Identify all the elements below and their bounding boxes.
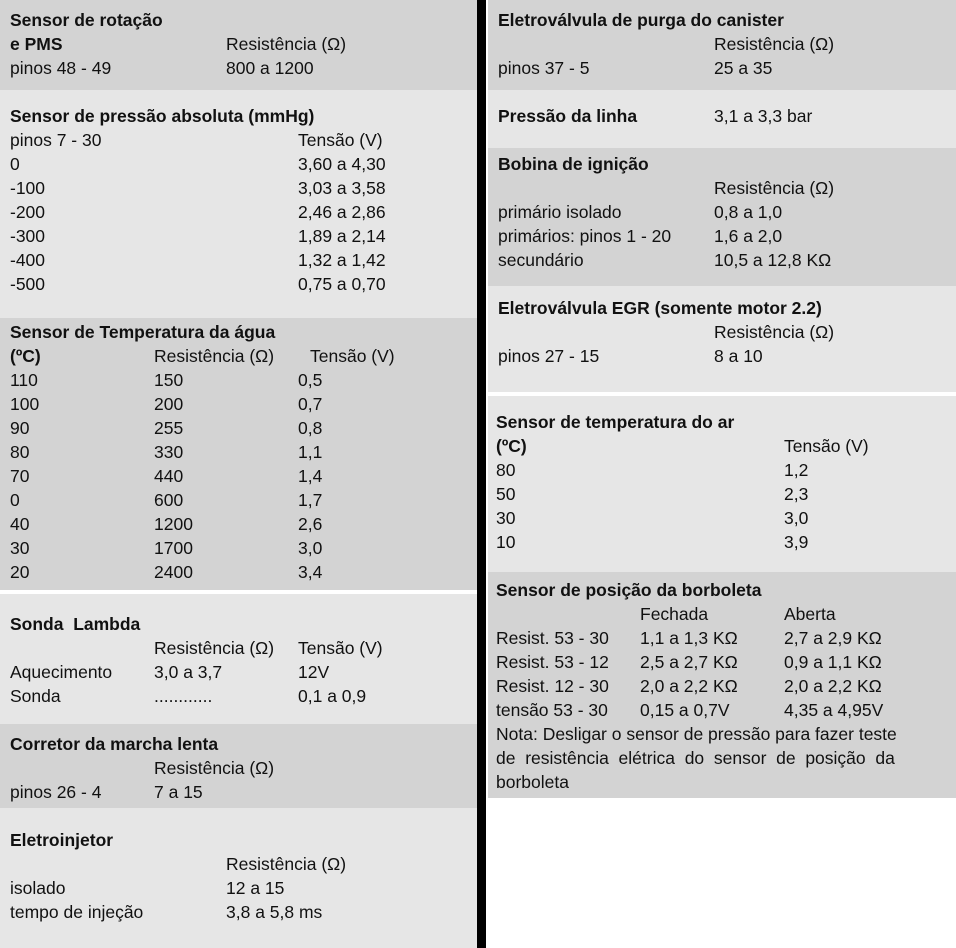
row-label: primários: pinos 1 - 20 [498, 226, 672, 246]
table-cell: 2,7 a 2,9 KΩ [784, 628, 882, 648]
table-cell: 80 [496, 460, 516, 480]
table-cell: 2,0 a 2,2 KΩ [640, 676, 738, 696]
table-cell: 1,1 a 1,3 KΩ [640, 628, 738, 648]
row-label: Aquecimento [10, 662, 113, 682]
section-title: Sensor de posição da borboleta [496, 580, 762, 600]
column-header: (ºC) [10, 346, 41, 366]
section-title: Sensor de temperatura do ar [496, 412, 735, 432]
column-header: Resistência (Ω) [154, 758, 275, 778]
column-header: Tensão (V) [310, 346, 395, 366]
value: 800 a 1200 [226, 58, 314, 78]
section-sonda-lambda [0, 594, 477, 724]
row-label: secundário [498, 250, 584, 270]
section-title: Eletroválvula de purga do canister [498, 10, 784, 30]
value: 10,5 a 12,8 KΩ [714, 250, 832, 270]
section-sensor-temp-ar [488, 396, 956, 572]
value: 25 a 35 [714, 58, 773, 78]
table-cell: 20 [10, 562, 30, 582]
table-cell: 255 [154, 418, 184, 438]
table-cell: 1,2 [784, 460, 809, 480]
table-cell: 0,8 [298, 418, 323, 438]
column-header: Aberta [784, 604, 836, 624]
pins-label: pinos 26 - 4 [10, 782, 102, 802]
table-cell: -500 [10, 274, 46, 294]
section-title: Sensor de Temperatura da água [10, 322, 276, 342]
table-cell: 3,0 a 3,7 [154, 662, 223, 682]
row-label: Sonda [10, 686, 61, 706]
table-cell: 1,89 a 2,14 [298, 226, 386, 246]
section-bobina-ignicao [488, 148, 956, 286]
value: 12 a 15 [226, 878, 285, 898]
table-cell: ............ [154, 686, 213, 706]
row-label: Pressão da linha [498, 106, 638, 126]
table-cell: 110 [10, 370, 38, 390]
table-cell: 330 [154, 442, 184, 462]
pins-label: pinos 27 - 15 [498, 346, 600, 366]
column-header: Tensão (V) [298, 638, 383, 658]
section-sensor-rotacao [0, 0, 477, 90]
table-cell: 0,75 a 0,70 [298, 274, 386, 294]
value: 3,8 a 5,8 ms [226, 902, 323, 922]
table-cell: 0,15 a 0,7V [640, 700, 730, 720]
table-cell: 3,60 a 4,30 [298, 154, 386, 174]
pins-label: pinos 48 - 49 [10, 58, 112, 78]
table-cell: 1,32 a 1,42 [298, 250, 386, 270]
value: 3,1 a 3,3 bar [714, 106, 813, 126]
column-header: Resistência (Ω) [226, 854, 347, 874]
table-cell: 3,4 [298, 562, 323, 582]
row-label: Resist. 12 - 30 [496, 676, 609, 696]
table-cell: 12V [298, 662, 330, 682]
section-title: Eletroválvula EGR (somente motor 2.2) [498, 298, 822, 318]
column-header: Tensão (V) [784, 436, 869, 456]
table-cell: 3,0 [784, 508, 809, 528]
table-cell: 1,4 [298, 466, 323, 486]
section-title: Sensor de rotação [10, 10, 163, 30]
table-cell: -200 [10, 202, 46, 222]
column-header: Tensão (V) [298, 130, 383, 150]
column-header: Resistência (Ω) [714, 178, 835, 198]
section-eletroinjetor [0, 808, 477, 948]
pins-label: pinos 7 - 30 [10, 130, 102, 150]
column-header: Resistência (Ω) [714, 322, 835, 342]
table-cell: 0 [10, 490, 20, 510]
table-cell: 1700 [154, 538, 193, 558]
section-eletrovalvula-canister [488, 0, 956, 90]
table-cell: 0,1 a 0,9 [298, 686, 367, 706]
column-header: Fechada [640, 604, 709, 624]
table-cell: 4,35 a 4,95V [784, 700, 884, 720]
value: 8 a 10 [714, 346, 763, 366]
row-label: Resist. 53 - 30 [496, 628, 609, 648]
section-eletrovalvula-egr [488, 286, 956, 392]
table-cell: 10 [496, 532, 516, 552]
table-cell: 2,3 [784, 484, 809, 504]
note-text: Nota: Desligar o sensor de pressão para fazer teste [496, 724, 897, 744]
table-cell: 3,03 a 3,58 [298, 178, 386, 198]
table-cell: 2,0 a 2,2 KΩ [784, 676, 882, 696]
section-pressao-linha [488, 90, 956, 148]
table-cell: 80 [10, 442, 30, 462]
column-header: Resistência (Ω) [154, 638, 275, 658]
note-text: borboleta [496, 772, 569, 792]
table-cell: 90 [10, 418, 30, 438]
table-cell: 2,6 [298, 514, 323, 534]
table-cell: 3,0 [298, 538, 323, 558]
table-cell: 2400 [154, 562, 193, 582]
table-cell: 3,9 [784, 532, 809, 552]
row-label: Resist. 53 - 12 [496, 652, 609, 672]
column-header: Resistência (Ω) [714, 34, 835, 54]
row-label: tensão 53 - 30 [496, 700, 608, 720]
section-sensor-borboleta [488, 572, 956, 798]
table-cell: -300 [10, 226, 46, 246]
row-label: isolado [10, 878, 66, 898]
section-title: Sonda Lambda [10, 614, 141, 634]
section-corretor-marcha-lenta [0, 724, 477, 808]
table-cell: 0 [10, 154, 20, 174]
column-divider [477, 0, 486, 948]
table-cell: 30 [10, 538, 30, 558]
table-cell: 1200 [154, 514, 193, 534]
section-title: Eletroinjetor [10, 830, 114, 850]
value: 1,6 a 2,0 [714, 226, 783, 246]
table-cell: 2,46 a 2,86 [298, 202, 386, 222]
section-sensor-temp-agua [0, 318, 477, 590]
table-cell: 100 [10, 394, 40, 414]
value: 7 a 15 [154, 782, 203, 802]
section-title: Sensor de pressão absoluta (mmHg) [10, 106, 315, 126]
table-cell: 1,1 [298, 442, 323, 462]
table-cell: 200 [154, 394, 184, 414]
table-cell: 40 [10, 514, 30, 534]
table-cell: 440 [154, 466, 184, 486]
table-cell: 150 [154, 370, 184, 390]
section-title-cont: e PMS [10, 34, 63, 54]
table-cell: 50 [496, 484, 516, 504]
table-cell: 30 [496, 508, 516, 528]
table-cell: 1,7 [298, 490, 323, 510]
column-header: (ºC) [496, 436, 527, 456]
table-cell: 0,5 [298, 370, 323, 390]
table-cell: 2,5 a 2,7 KΩ [640, 652, 738, 672]
pins-label: pinos 37 - 5 [498, 58, 590, 78]
table-cell: -400 [10, 250, 46, 270]
table-cell: 600 [154, 490, 184, 510]
note-text: de resistência elétrica do sensor de posição da [496, 748, 895, 768]
section-title: Bobina de ignição [498, 154, 649, 174]
table-cell: 0,7 [298, 394, 323, 414]
row-label: tempo de injeção [10, 902, 144, 922]
value: 0,8 a 1,0 [714, 202, 783, 222]
column-header: Resistência (Ω) [226, 34, 347, 54]
section-sensor-pressao [0, 90, 477, 318]
table-cell: -100 [10, 178, 46, 198]
section-title: Corretor da marcha lenta [10, 734, 219, 754]
row-label: primário isolado [498, 202, 622, 222]
table-cell: 0,9 a 1,1 KΩ [784, 652, 882, 672]
table-cell: 70 [10, 466, 30, 486]
column-header: Resistência (Ω) [154, 346, 275, 366]
